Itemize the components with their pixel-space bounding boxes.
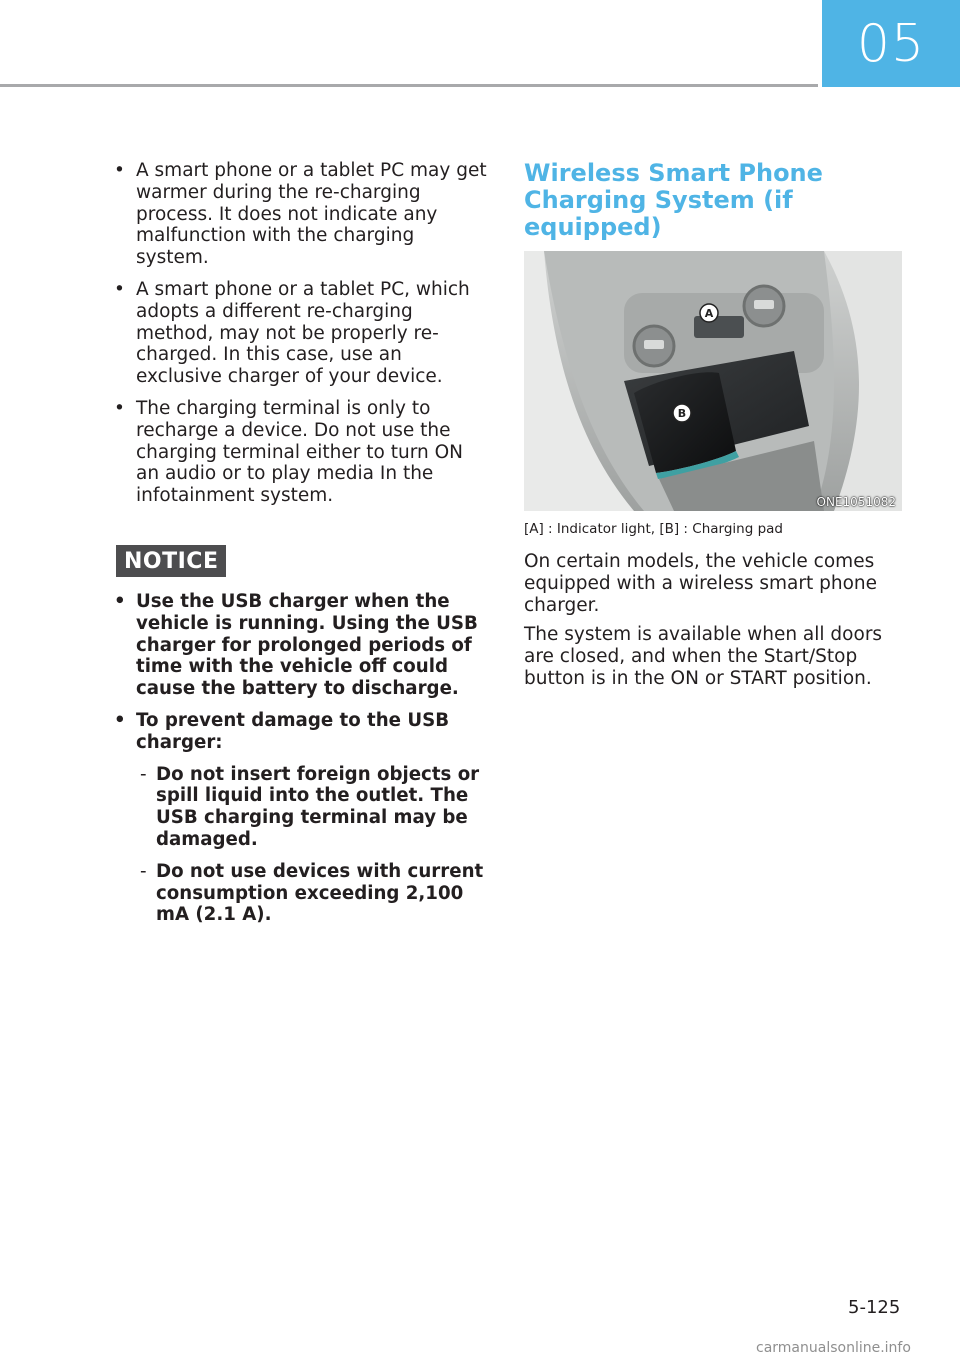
notice-label: NOTICE <box>116 545 226 577</box>
figure-caption: [A] : Indicator light, [B] : Charging pad <box>524 521 783 537</box>
figure-code: ONE1051082 <box>816 495 896 509</box>
notice-sub-item: - Do not use devices with current consumption exceeding 2,100 mA (2.1 A). <box>136 861 488 926</box>
left-column <box>108 160 488 936</box>
page-number: 5-125 <box>848 1297 901 1318</box>
body-paragraph: The system is available when all doors are closed, and when the Start/Stop button is in the ON or START position. <box>524 624 883 689</box>
section-title: Wireless Smart Phone Charging System (if equipped) <box>524 159 823 241</box>
right-column <box>524 160 902 690</box>
list-item: • The charging terminal is only to recharge a device. Do not use the charging terminal either to turn ON an audio or to play media In the infotainment system. <box>108 398 488 507</box>
chapter-tab: 05 <box>822 0 960 87</box>
console-illustration <box>524 251 902 511</box>
notice-item-text: To prevent damage to the USB charger: <box>136 709 450 753</box>
notice-list <box>108 591 488 926</box>
caution-list <box>108 160 488 507</box>
body-paragraph: On certain models, the vehicle comes equipped with a wireless smart phone charger. <box>524 551 877 616</box>
label-b-marker: B <box>677 407 687 420</box>
site-watermark: carmanualsonline.info <box>756 1340 911 1356</box>
header-rule <box>0 84 818 87</box>
notice-item-text: Use the USB charger when the vehicle is running. Using the USB charger for prolonged periods of time with the vehicle off could cause the battery to discharge. <box>136 590 478 700</box>
charging-pad-photo <box>524 251 902 511</box>
notice-item <box>108 591 488 700</box>
notice-sub-item: - Do not insert foreign objects or spill liquid into the outlet. The USB charging terminal may be damaged. <box>136 764 488 851</box>
notice-item <box>108 710 488 926</box>
list-item: • A smart phone or a tablet PC may get warmer during the re-charging process. It does not indicate any malfunction with the charging system. <box>108 160 488 269</box>
label-a-marker: A <box>704 307 714 320</box>
list-item: • A smart phone or a tablet PC, which adopts a different re-charging method, may not be properly re-charged. In this case, use an exclusive charger of your device. <box>108 279 488 388</box>
notice-sub-list <box>136 764 488 927</box>
